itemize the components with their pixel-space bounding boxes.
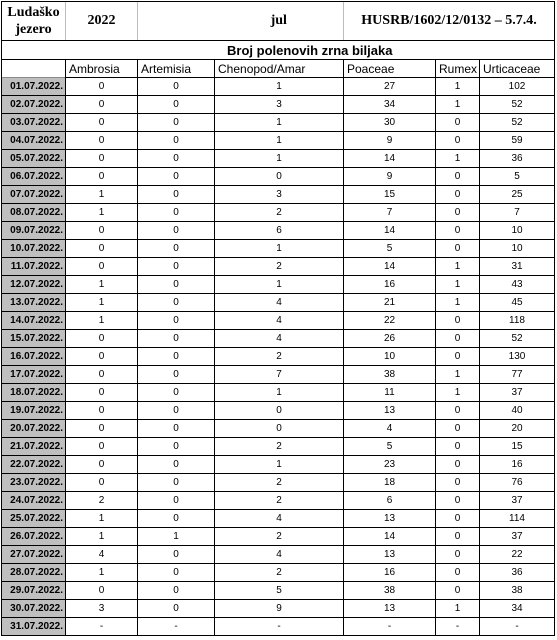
value-cell: 0 (66, 384, 138, 402)
date-cell: 09.07.2022. (2, 222, 66, 240)
table-row (2, 366, 555, 384)
value-cell: 1 (215, 276, 344, 294)
value-cell: 0 (436, 204, 480, 222)
value-cell: 21 (344, 294, 436, 312)
value-cell: 40 (480, 402, 555, 420)
value-cell: 11 (344, 384, 436, 402)
value-cell: 0 (436, 510, 480, 528)
value-cell: 0 (138, 420, 215, 438)
value-cell: 0 (138, 438, 215, 456)
value-cell: 1 (436, 366, 480, 384)
title-row (2, 41, 555, 60)
value-cell: 0 (66, 114, 138, 132)
value-cell: 3 (215, 186, 344, 204)
value-cell: 0 (138, 222, 215, 240)
value-cell: 0 (436, 312, 480, 330)
date-cell: 04.07.2022. (2, 132, 66, 150)
value-cell: 0 (66, 474, 138, 492)
table-row (2, 564, 555, 582)
value-cell: 0 (138, 294, 215, 312)
value-cell: 38 (480, 582, 555, 600)
table-row (2, 474, 555, 492)
value-cell: 0 (436, 420, 480, 438)
value-cell: 1 (66, 564, 138, 582)
value-cell: 36 (480, 150, 555, 168)
value-cell: - (138, 618, 215, 636)
table-title: Broj polenovih zrna biljaka (66, 41, 555, 60)
value-cell: 9 (215, 600, 344, 618)
value-cell: 0 (436, 438, 480, 456)
value-cell: 0 (436, 528, 480, 546)
value-cell: 43 (480, 276, 555, 294)
value-cell: 2 (215, 564, 344, 582)
value-cell: 6 (215, 222, 344, 240)
value-cell: 1 (436, 294, 480, 312)
value-cell: 0 (66, 420, 138, 438)
value-cell: 45 (480, 294, 555, 312)
value-cell: 0 (138, 492, 215, 510)
table-row (2, 168, 555, 186)
value-cell: 10 (480, 240, 555, 258)
date-cell: 31.07.2022. (2, 618, 66, 636)
value-cell: 13 (344, 510, 436, 528)
value-cell: 0 (138, 168, 215, 186)
date-cell: 30.07.2022. (2, 600, 66, 618)
value-cell: 7 (344, 204, 436, 222)
value-cell: 102 (480, 78, 555, 96)
table-row (2, 204, 555, 222)
col-chenopod-amar: Chenopod/Amar (215, 60, 344, 78)
value-cell: 1 (66, 276, 138, 294)
value-cell: 5 (215, 582, 344, 600)
table-row (2, 294, 555, 312)
value-cell: 114 (480, 510, 555, 528)
table-row (2, 600, 555, 618)
value-cell: 0 (138, 96, 215, 114)
value-cell: 0 (436, 402, 480, 420)
value-cell: 0 (138, 276, 215, 294)
value-cell: 13 (344, 402, 436, 420)
value-cell: 6 (344, 492, 436, 510)
value-cell: 1 (215, 114, 344, 132)
table-row (2, 258, 555, 276)
value-cell: 2 (215, 492, 344, 510)
value-cell: 14 (344, 528, 436, 546)
table-row (2, 150, 555, 168)
value-cell: 118 (480, 312, 555, 330)
value-cell: 16 (480, 456, 555, 474)
date-cell: 03.07.2022. (2, 114, 66, 132)
value-cell: 1 (436, 384, 480, 402)
value-cell: 0 (138, 510, 215, 528)
value-cell: 1 (66, 294, 138, 312)
value-cell: 5 (344, 438, 436, 456)
date-cell: 23.07.2022. (2, 474, 66, 492)
value-cell: 4 (215, 510, 344, 528)
value-cell: 10 (480, 222, 555, 240)
date-cell: 16.07.2022. (2, 348, 66, 366)
col-rumex: Rumex (436, 60, 480, 78)
table-row (2, 330, 555, 348)
value-cell: - (215, 618, 344, 636)
value-cell: 36 (480, 564, 555, 582)
value-cell: 0 (66, 132, 138, 150)
value-cell: 0 (66, 168, 138, 186)
value-cell: 16 (344, 276, 436, 294)
value-cell: 9 (344, 168, 436, 186)
value-cell: 31 (480, 258, 555, 276)
date-cell: 12.07.2022. (2, 276, 66, 294)
value-cell: 22 (480, 546, 555, 564)
value-cell: 0 (215, 402, 344, 420)
value-cell: 34 (344, 96, 436, 114)
value-cell: 22 (344, 312, 436, 330)
table-row (2, 96, 555, 114)
value-cell: 0 (138, 456, 215, 474)
value-cell: 37 (480, 384, 555, 402)
month-cell: jul (215, 2, 344, 41)
value-cell: 10 (344, 348, 436, 366)
value-cell: 38 (344, 582, 436, 600)
table-row (2, 114, 555, 132)
value-cell: 38 (344, 366, 436, 384)
value-cell: 2 (215, 474, 344, 492)
value-cell: 4 (215, 294, 344, 312)
value-cell: 0 (436, 240, 480, 258)
value-cell: 0 (138, 258, 215, 276)
value-cell: 0 (138, 546, 215, 564)
value-cell: 0 (66, 222, 138, 240)
value-cell: 1 (66, 528, 138, 546)
value-cell: 1 (215, 384, 344, 402)
date-cell: 11.07.2022. (2, 258, 66, 276)
value-cell: 2 (215, 204, 344, 222)
value-cell: 0 (66, 582, 138, 600)
value-cell: - (344, 618, 436, 636)
value-cell: 0 (138, 348, 215, 366)
value-cell: 0 (138, 402, 215, 420)
value-cell: 1 (215, 132, 344, 150)
value-cell: 0 (66, 258, 138, 276)
table-row (2, 186, 555, 204)
value-cell: - (436, 618, 480, 636)
table-row (2, 312, 555, 330)
table-row (2, 492, 555, 510)
value-cell: 2 (215, 348, 344, 366)
value-cell: 20 (480, 420, 555, 438)
value-cell: 0 (66, 402, 138, 420)
header-row (2, 2, 555, 41)
value-cell: 0 (138, 366, 215, 384)
value-cell: 1 (66, 510, 138, 528)
date-cell: 05.07.2022. (2, 150, 66, 168)
value-cell: 0 (436, 186, 480, 204)
value-cell: 4 (66, 546, 138, 564)
value-cell: 0 (215, 168, 344, 186)
table-row (2, 132, 555, 150)
date-cell: 06.07.2022. (2, 168, 66, 186)
value-cell: 3 (66, 600, 138, 618)
value-cell: 2 (66, 492, 138, 510)
value-cell: 1 (66, 204, 138, 222)
table-row (2, 384, 555, 402)
value-cell: 27 (344, 78, 436, 96)
value-cell: 30 (344, 114, 436, 132)
value-cell: 37 (480, 528, 555, 546)
value-cell: 0 (215, 420, 344, 438)
col-poaceae: Poaceae (344, 60, 436, 78)
value-cell: 52 (480, 114, 555, 132)
date-cell: 17.07.2022. (2, 366, 66, 384)
date-cell: 26.07.2022. (2, 528, 66, 546)
value-cell: 0 (138, 474, 215, 492)
corner-cell (2, 41, 66, 60)
value-cell: 13 (344, 600, 436, 618)
value-cell: - (480, 618, 555, 636)
date-header-cell (2, 60, 66, 78)
value-cell: 0 (138, 240, 215, 258)
value-cell: 0 (138, 600, 215, 618)
value-cell: 14 (344, 222, 436, 240)
value-cell: 4 (215, 546, 344, 564)
value-cell: 14 (344, 258, 436, 276)
station-code-cell: HUSRB/1602/12/0132 – 5.7.4. (344, 2, 555, 41)
value-cell: 7 (215, 366, 344, 384)
date-cell: 22.07.2022. (2, 456, 66, 474)
value-cell: 130 (480, 348, 555, 366)
value-cell: 0 (66, 150, 138, 168)
date-cell: 08.07.2022. (2, 204, 66, 222)
value-cell: 0 (66, 366, 138, 384)
value-cell: 4 (344, 420, 436, 438)
value-cell: 0 (436, 456, 480, 474)
table-row (2, 240, 555, 258)
value-cell: 0 (66, 330, 138, 348)
value-cell: 2 (215, 438, 344, 456)
value-cell: 0 (138, 150, 215, 168)
date-cell: 10.07.2022. (2, 240, 66, 258)
value-cell: 1 (215, 78, 344, 96)
value-cell: 0 (66, 96, 138, 114)
value-cell: 0 (138, 78, 215, 96)
table-row (2, 402, 555, 420)
column-header-row (2, 60, 555, 78)
date-cell: 07.07.2022. (2, 186, 66, 204)
value-cell: 34 (480, 600, 555, 618)
value-cell: 0 (138, 564, 215, 582)
value-cell: 1 (215, 240, 344, 258)
value-cell: 0 (436, 564, 480, 582)
value-cell: 0 (436, 582, 480, 600)
value-cell: 0 (138, 132, 215, 150)
date-cell: 01.07.2022. (2, 78, 66, 96)
value-cell: 1 (436, 276, 480, 294)
value-cell: 9 (344, 132, 436, 150)
table-row (2, 456, 555, 474)
value-cell: 2 (215, 258, 344, 276)
year-cell: 2022 (66, 2, 138, 41)
location-label: Ludaško jezero (7, 5, 60, 37)
table-row (2, 582, 555, 600)
value-cell: 3 (215, 96, 344, 114)
value-cell: 0 (66, 456, 138, 474)
value-cell: 0 (138, 186, 215, 204)
value-cell: 0 (436, 132, 480, 150)
value-cell: 1 (436, 150, 480, 168)
value-cell: 0 (66, 78, 138, 96)
value-cell: 5 (344, 240, 436, 258)
value-cell: - (66, 618, 138, 636)
value-cell: 1 (215, 456, 344, 474)
date-cell: 27.07.2022. (2, 546, 66, 564)
col-ambrosia: Ambrosia (66, 60, 138, 78)
table-row (2, 438, 555, 456)
value-cell: 5 (480, 168, 555, 186)
value-cell: 0 (138, 330, 215, 348)
date-cell: 28.07.2022. (2, 564, 66, 582)
date-cell: 13.07.2022. (2, 294, 66, 312)
value-cell: 0 (436, 492, 480, 510)
value-cell: 18 (344, 474, 436, 492)
value-cell: 1 (138, 528, 215, 546)
table-row (2, 528, 555, 546)
value-cell: 15 (480, 438, 555, 456)
value-cell: 1 (215, 150, 344, 168)
value-cell: 1 (436, 78, 480, 96)
table-row (2, 510, 555, 528)
value-cell: 0 (436, 348, 480, 366)
date-cell: 25.07.2022. (2, 510, 66, 528)
date-cell: 24.07.2022. (2, 492, 66, 510)
date-cell: 20.07.2022. (2, 420, 66, 438)
value-cell: 2 (215, 528, 344, 546)
value-cell: 4 (215, 330, 344, 348)
location-cell (2, 2, 66, 41)
table-row (2, 348, 555, 366)
value-cell: 0 (436, 330, 480, 348)
value-cell: 76 (480, 474, 555, 492)
value-cell: 0 (138, 582, 215, 600)
value-cell: 0 (436, 222, 480, 240)
value-cell: 0 (66, 348, 138, 366)
table-row (2, 420, 555, 438)
date-cell: 21.07.2022. (2, 438, 66, 456)
pollen-table (1, 1, 555, 636)
table-row (2, 222, 555, 240)
spacer-cell (138, 2, 215, 41)
date-cell: 02.07.2022. (2, 96, 66, 114)
col-artemisia: Artemisia (138, 60, 215, 78)
value-cell: 52 (480, 96, 555, 114)
table-row (2, 78, 555, 96)
value-cell: 0 (436, 546, 480, 564)
value-cell: 13 (344, 546, 436, 564)
date-cell: 19.07.2022. (2, 402, 66, 420)
table-row (2, 546, 555, 564)
value-cell: 0 (436, 114, 480, 132)
value-cell: 1 (436, 600, 480, 618)
date-cell: 14.07.2022. (2, 312, 66, 330)
table-row (2, 618, 555, 636)
value-cell: 25 (480, 186, 555, 204)
value-cell: 0 (66, 240, 138, 258)
value-cell: 59 (480, 132, 555, 150)
date-cell: 15.07.2022. (2, 330, 66, 348)
value-cell: 1 (436, 258, 480, 276)
value-cell: 1 (66, 312, 138, 330)
value-cell: 15 (344, 186, 436, 204)
value-cell: 4 (215, 312, 344, 330)
value-cell: 0 (436, 474, 480, 492)
value-cell: 7 (480, 204, 555, 222)
value-cell: 23 (344, 456, 436, 474)
value-cell: 0 (138, 312, 215, 330)
value-cell: 0 (138, 204, 215, 222)
date-cell: 29.07.2022. (2, 582, 66, 600)
value-cell: 0 (138, 114, 215, 132)
value-cell: 0 (436, 168, 480, 186)
value-cell: 1 (436, 96, 480, 114)
value-cell: 77 (480, 366, 555, 384)
value-cell: 37 (480, 492, 555, 510)
value-cell: 0 (138, 384, 215, 402)
value-cell: 1 (66, 186, 138, 204)
col-urticaceae: Urticaceae (480, 60, 555, 78)
value-cell: 16 (344, 564, 436, 582)
value-cell: 14 (344, 150, 436, 168)
value-cell: 52 (480, 330, 555, 348)
value-cell: 0 (66, 438, 138, 456)
value-cell: 26 (344, 330, 436, 348)
date-cell: 18.07.2022. (2, 384, 66, 402)
table-row (2, 276, 555, 294)
